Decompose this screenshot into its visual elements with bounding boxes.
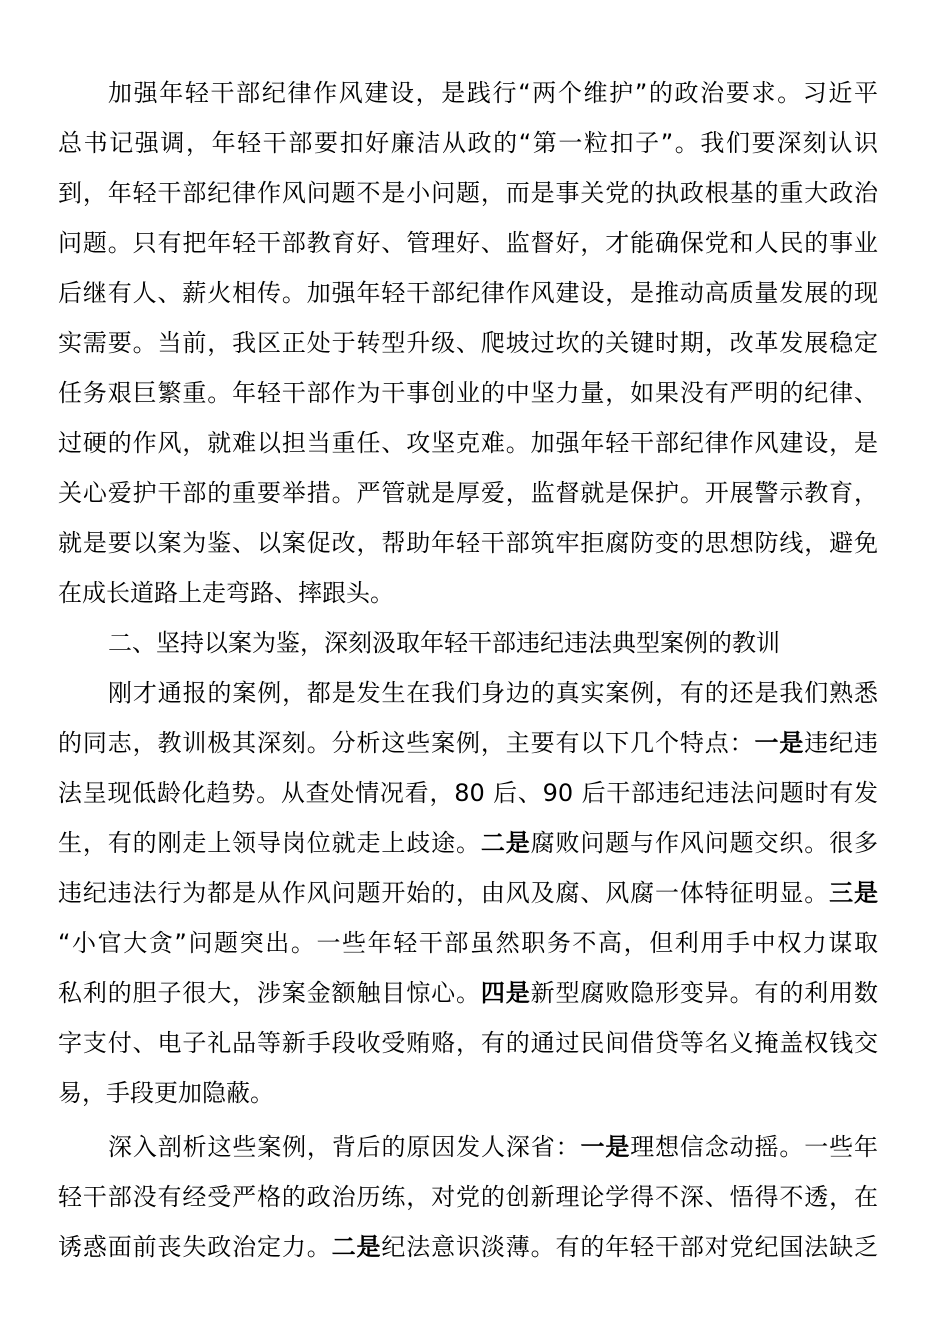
text-line: 轻干部没有经受严格的政治历练，对党的创新理论学得不深、悟得不透，在 (58, 1183, 878, 1211)
text-line: 问题。只有把年轻干部教育好、管理好、监督好，才能确保党和人民的事业 (58, 229, 878, 257)
text-line (58, 968, 878, 1018)
text-line: 过硬的作风，就难以担当重任、攻坚克难。加强年轻干部纪律作风建设，是 (58, 429, 878, 457)
text-run: 生，有的刚走上领导岗位就走上歧途。 (58, 829, 481, 857)
text-line: 加强年轻干部纪律作风建设，是践行“两个维护”的政治要求。习近平 (108, 79, 878, 107)
text-run: 诱惑面前丧失政治定力。 (58, 1233, 332, 1261)
emphasis-text: 二是 (480, 829, 531, 857)
text-run: 违纪违法行为都是从作风问题开始的，由风及腐、风腐一体特征明显。 (58, 879, 830, 907)
text-run: 私利的胆子很大，涉案金额触目惊心。 (58, 979, 481, 1007)
text-run: 理想信念动摇。一些年 (630, 1133, 879, 1161)
text-line (58, 818, 878, 868)
text-line: 实需要。当前，我区正处于转型升级、爬坡过坎的关键时期，改革发展稳定 (58, 329, 878, 357)
text-line: 后继有人、薪火相传。加强年轻干部纪律作风建设，是推动高质量发展的现 (58, 279, 878, 307)
text-line (58, 1222, 878, 1272)
section-heading: 二、坚持以案为鉴，深刻汲取年轻干部违纪违法典型案例的教训 (108, 629, 780, 657)
text-line (58, 1122, 878, 1172)
text-line: “小官大贪”问题突出。一些年轻干部虽然职务不高，但利用手中权力谋取 (58, 929, 878, 957)
text-line: 在成长道路上走弯路、摔跟头。 (58, 579, 394, 607)
text-run: 的同志，教训极其深刻。分析这些案例，主要有以下几个特点： (58, 729, 755, 757)
text-line: 到，年轻干部纪律作风问题不是小问题，而是事关党的执政根基的重大政治 (58, 179, 878, 207)
emphasis-text: 三是 (829, 879, 878, 907)
text-run: 新型腐败隐形变异。有的利用数 (530, 979, 878, 1007)
paragraph-2 (58, 668, 878, 1118)
text-line: 字支付、电子礼品等新手段收受贿赂，有的通过民间借贷等名义掩盖权钱交 (58, 1029, 878, 1057)
emphasis-text: 一是 (580, 1133, 631, 1161)
text-run: 纪法意识淡薄。有的年轻干部对党纪国法缺乏 (381, 1233, 878, 1261)
text-run: 深入剖析这些案例，背后的原因发人深省： (108, 1133, 581, 1161)
paragraph-1 (58, 68, 878, 618)
text-line: 总书记强调，年轻干部要扣好廉洁从政的“第一粒扣子”。我们要深刻认识 (58, 129, 878, 157)
text-run: 违纪违 (804, 729, 878, 757)
text-run: 腐败问题与作风问题交织。很多 (530, 829, 878, 857)
text-line: 法呈现低龄化趋势。从查处情况看，80 后、90 后干部违纪违法问题时有发 (58, 779, 878, 807)
text-line: 关心爱护干部的重要举措。严管就是厚爱，监督就是保护。开展警示教育， (58, 479, 878, 507)
emphasis-text: 一是 (754, 729, 805, 757)
text-line (58, 868, 878, 918)
document-body (58, 68, 878, 1272)
text-line: 就是要以案为鉴、以案促改，帮助年轻干部筑牢拒腐防变的思想防线，避免 (58, 529, 878, 557)
emphasis-text: 四是 (480, 979, 531, 1007)
text-line (58, 718, 878, 768)
text-line: 任务艰巨繁重。年轻干部作为干事创业的中坚力量，如果没有严明的纪律、 (58, 379, 878, 407)
paragraph-3 (58, 1122, 878, 1272)
text-line: 刚才通报的案例，都是发生在我们身边的真实案例，有的还是我们熟悉 (108, 679, 878, 707)
emphasis-text: 二是 (331, 1233, 382, 1261)
text-line: 易，手段更加隐蔽。 (58, 1079, 274, 1107)
